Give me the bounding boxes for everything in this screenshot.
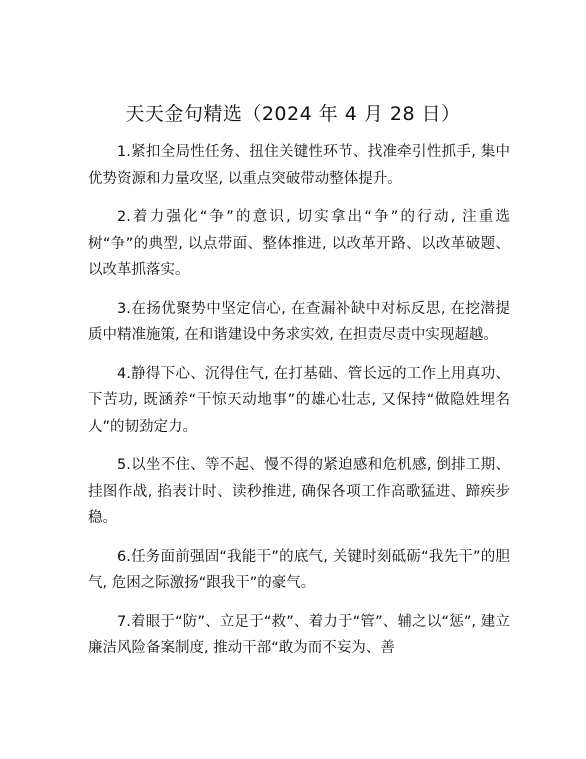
paragraph-7: 7.着眼于“防”、立足于“救”、着力于“管”、辅之以“惩”, 建立廉洁风险备案制度, 推动干部“敢为而不妄为、善 (88, 613, 510, 656)
paragraph-4: 4.静得下心、沉得住气, 在打基础、管长远的工作上用真功、下苦功, 既涵养“干惊天动地事”的雄心壮志, 又保持“做隐姓埋名人”的韧劲定力。 (88, 365, 510, 435)
paragraph-2: 2.着力强化“争”的意识, 切实拿出“争”的行动, 注重选树“争”的典型, 以点带面、整体推进, 以改革开路、以改革破题、以改革抓落实。 (88, 209, 510, 278)
paragraph-6: 6.任务面前强固“我能干”的底气, 关键时刻砥砺“我先干”的胆气, 危困之际激扬“跟我干”的豪气。 (88, 548, 510, 591)
paragraph-5: 5.以坐不住、等不起、慢不得的紧迫感和危机感, 倒排工期、挂图作战, 掐表计时、读秒推进, 确保各项工作高歌猛进、蹄疾步稳。 (88, 457, 510, 526)
paragraph-3: 3.在扬优聚势中坚定信心, 在查漏补缺中对标反思, 在挖潜提质中精准施策, 在和谐建设中务求实效, 在担责尽责中实现超越。 (88, 300, 510, 343)
document-title: 天天金句精选（2024 年 4 月 28 日） (125, 103, 461, 125)
document-body (88, 139, 510, 674)
paragraph-1: 1.紧扣全局性任务、扭住关键性环节、找准牵引性抓手, 集中优势资源和力量攻坚, 以重点突破带动整体提升。 (88, 144, 510, 187)
